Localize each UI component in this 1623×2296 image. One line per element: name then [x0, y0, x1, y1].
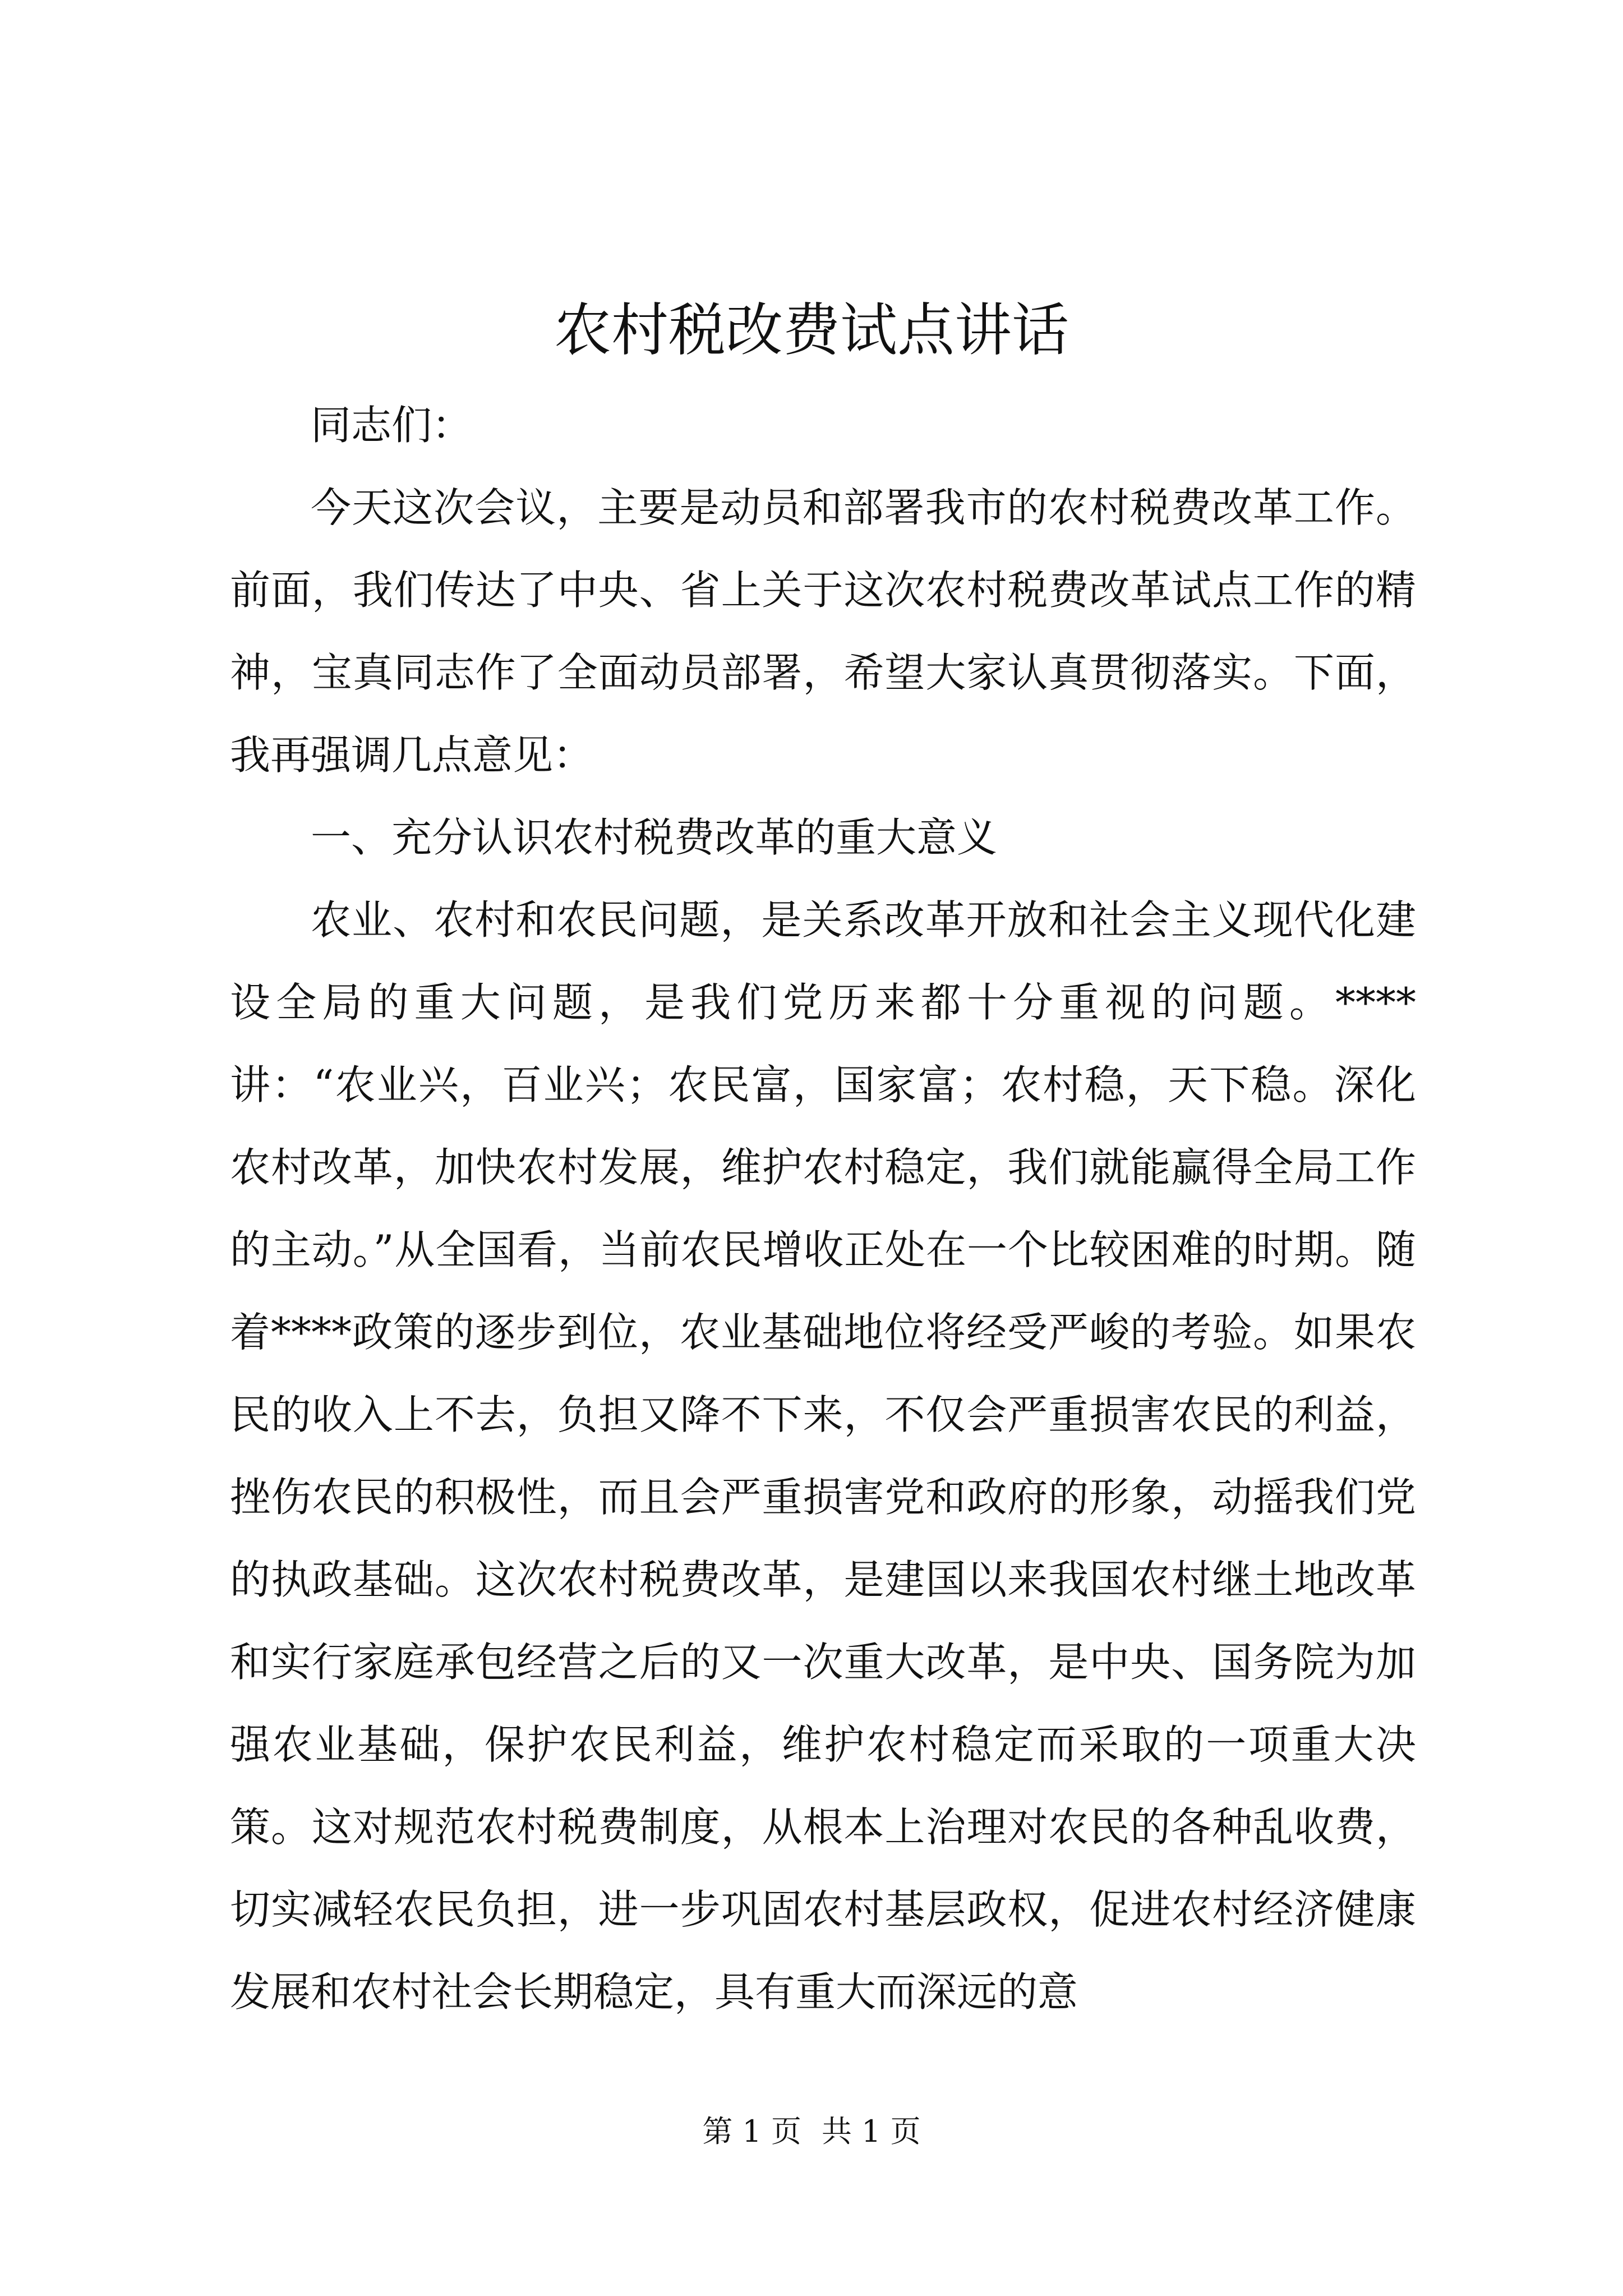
- section-paragraph: 农业、农村和农民问题，是关系改革开放和社会主义现代化建设全局的重大问题，是我们党历来都十分重视的问题。****讲：“农业兴，百业兴；农民富，国家富；农村稳，天下稳。深化农村改革，加快农村发展，维护农村稳定，我们就能赢得全局工作的主动。”从全国看，当前农民增收正处在一个比较困难的时期。随着****政策的逐步到位，农业基础地位将经受严峻的考验。如果农民的收入上不去，负担又降不下来，不仅会严重损害农民的利益，挫伤农民的积极性，而且会严重损害党和政府的形象，动摇我们党的执政基础。这次农村税费改革，是建国以来我国农村继土地改革和实行家庭承包经营之后的又一次重大改革，是中央、国务院为加强农业基础，保护农民利益，维护农村稳定而采取的一项重大决策。这对规范农村税费制度，从根本上治理对农民的各种乱收费，切实减轻农民负担，进一步巩固农村基层政权，促进农村经济健康发展和农村社会长期稳定，具有重大而深远的意: [230, 896, 1416, 2016]
- document-title: 农村税改费试点讲话: [554, 297, 1069, 364]
- intro-paragraph: 今天这次会议，主要是动员和部署我市的农村税费改革工作。前面，我们传达了中央、省上关于这次农村税费改革试点工作的精神，宝真同志作了全面动员部署，希望大家认真贯彻落实。下面，我再强调几点意见：: [230, 484, 1416, 779]
- page-footer: [0, 2109, 1623, 2154]
- page-number: 第 1 页: [702, 2114, 801, 2149]
- salutation-paragraph: 同志们：: [311, 402, 473, 449]
- section-heading: 一、充分认识农村税费改革的重大意义: [311, 814, 998, 861]
- page-total: 共 1 页: [822, 2114, 921, 2149]
- document-body: [230, 384, 1416, 2033]
